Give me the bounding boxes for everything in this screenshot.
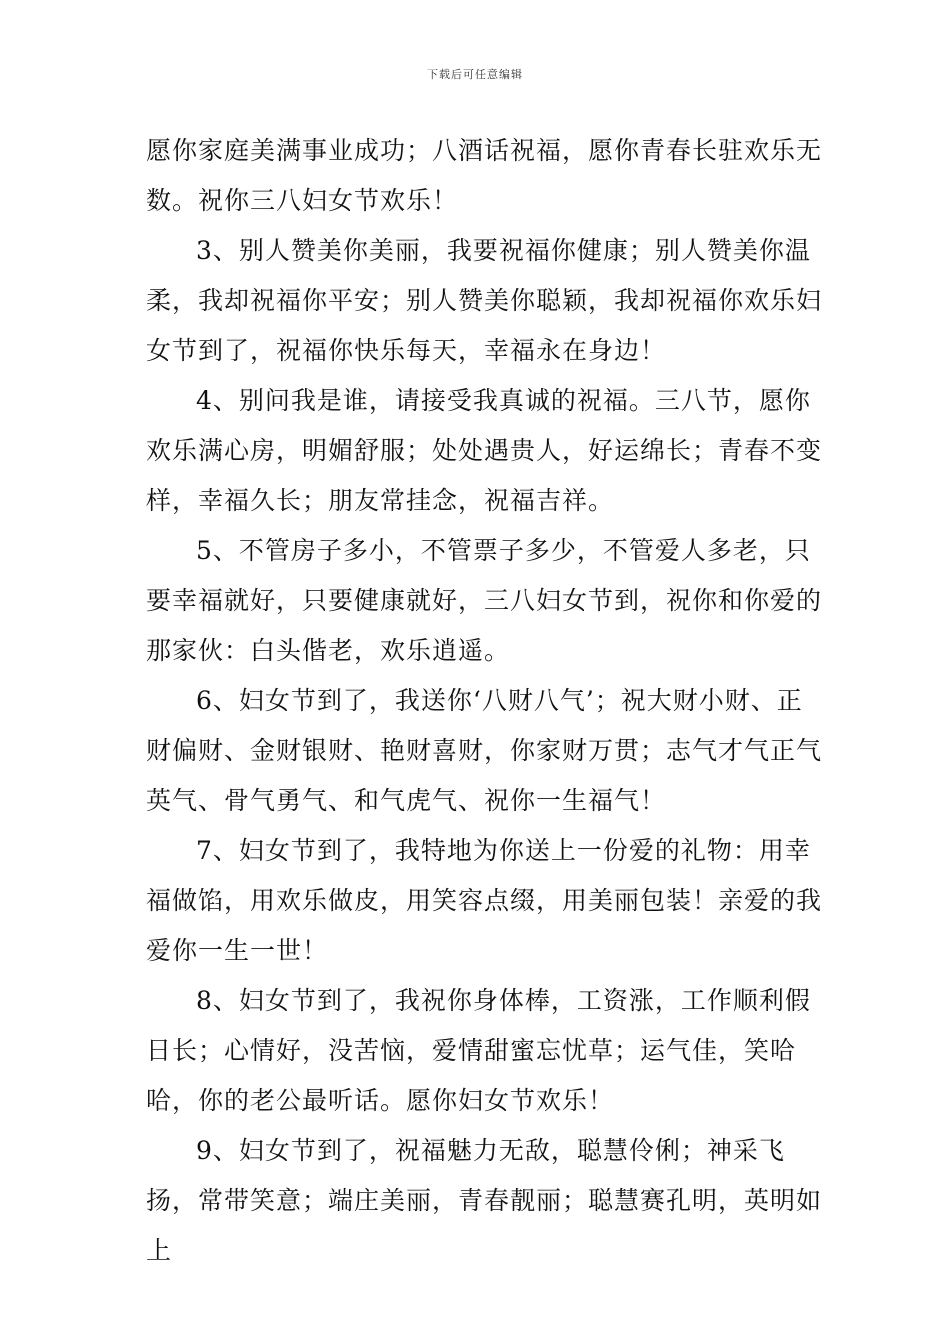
paragraph-6: 6、妇女节到了，我送你‘八财八气’；祝大财小财、正财偏财、金财银财、艳财喜财，你家财万贯；志气才气正气英气、骨气勇气、和气虎气、祝你一生福气！ bbox=[146, 686, 823, 815]
paragraph-7: 7、妇女节到了，我特地为你送上一份爱的礼物：用幸福做馅，用欢乐做皮，用笑容点缀，用美丽包装！亲爱的我爱你一生一世！ bbox=[146, 836, 823, 965]
paragraph-3: 3、别人赞美你美丽，我要祝福你健康；别人赞美你温柔，我却祝福你平安；别人赞美你聪颖，我却祝福你欢乐妇女节到了，祝福你快乐每天，幸福永在身边！ bbox=[146, 236, 823, 365]
paragraph-5: 5、不管房子多小，不管票子多少，不管爱人多老，只要幸福就好，只要健康就好，三八妇女节到，祝你和你爱的那家伙：白头偕老，欢乐逍遥。 bbox=[146, 536, 823, 665]
paragraph-8: 8、妇女节到了，我祝你身体棒，工资涨，工作顺利假日长；心情好，没苦恼，爱情甜蜜忘忧草；运气佳，笑哈哈，你的老公最听话。愿你妇女节欢乐！ bbox=[146, 986, 811, 1115]
paragraph-continuation: 愿你家庭美满事业成功；八酒话祝福，愿你青春长驻欢乐无数。祝你三八妇女节欢乐！ bbox=[146, 136, 823, 215]
paragraph-4: 4、别问我是谁，请接受我真诚的祝福。三八节，愿你欢乐满心房，明媚舒服；处处遇贵人，好运绵长；青春不变样，幸福久长；朋友常挂念，祝福吉祥。 bbox=[146, 386, 823, 515]
document-body bbox=[146, 126, 826, 1276]
page-header: 下载后可任意编辑 bbox=[427, 68, 523, 81]
paragraph-9: 9、妇女节到了，祝福魅力无敌，聪慧伶俐；神采飞扬，常带笑意；端庄美丽，青春靓丽；聪慧赛孔明，英明如上 bbox=[146, 1136, 823, 1265]
